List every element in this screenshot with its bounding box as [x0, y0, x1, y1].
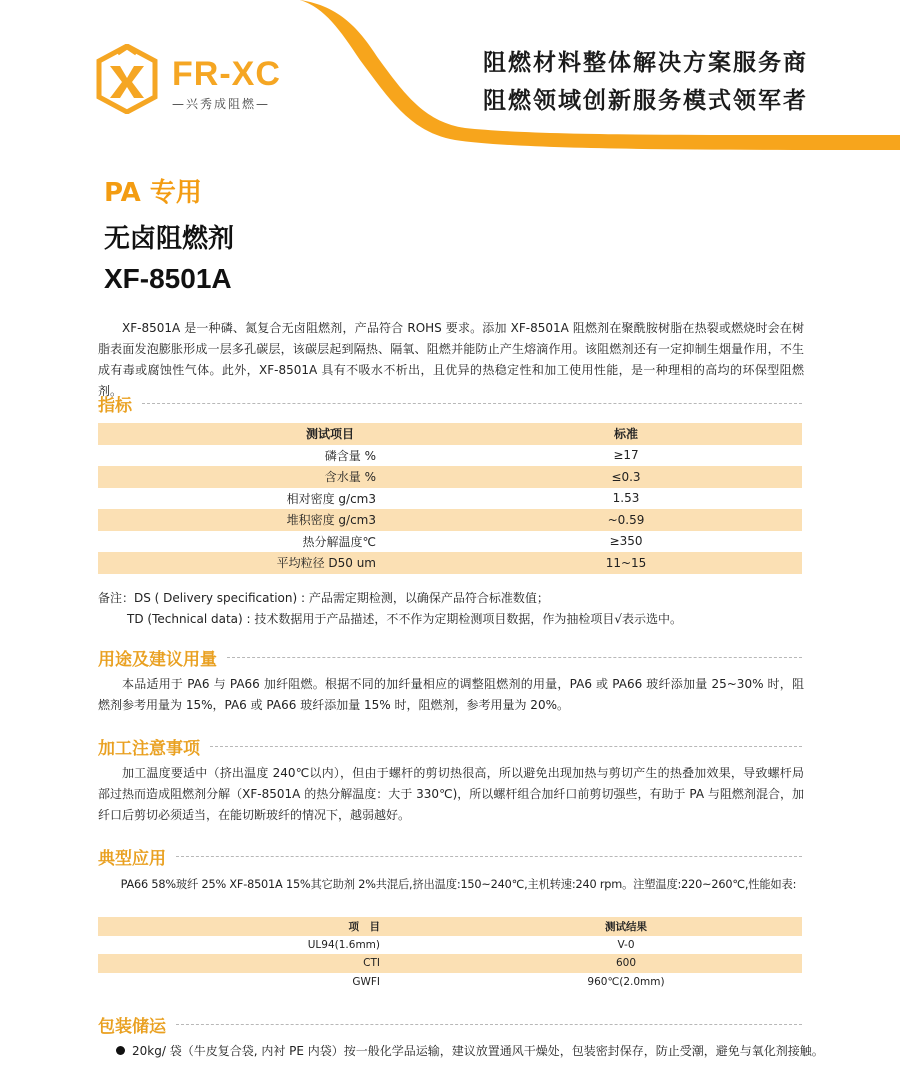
header-cell: 测试项目 — [305, 427, 354, 442]
company-logo-icon — [96, 44, 158, 114]
table-cell: 堆积密度 g/cm3 — [286, 513, 376, 528]
table-cell: V-0 — [617, 938, 635, 951]
product-title: 无卤阻燃剂 — [104, 224, 235, 254]
note-td: TD (Technical data) : 技术数据用于产品描述，不不作为定期检测项目数据，作为抽检项目√表示选中。 — [127, 612, 683, 626]
section-header-packaging — [98, 1012, 802, 1036]
table-row — [98, 936, 802, 955]
table-cell: CTI — [363, 957, 380, 970]
table-row — [98, 488, 802, 510]
table-cell: 600 — [615, 957, 637, 970]
table-cell: 相对密度 g/cm3 — [286, 491, 376, 506]
section-label: 典型应用 — [98, 848, 166, 869]
tagline-1: 阻燃材料整体解决方案服务商 — [483, 50, 808, 76]
section-header-usage — [98, 645, 802, 669]
dashed-divider — [176, 1024, 802, 1025]
section-header-processing — [98, 734, 802, 758]
table-row — [98, 954, 802, 973]
bullet-icon — [116, 1046, 125, 1055]
section-header-application — [98, 844, 802, 868]
application-paragraph: PA66 58%玻纤 25% XF-8501A 15%其它助剂 2%共混后,挤出温度:150~240℃,主机转速:240 rpm。注塑温度:220~260℃,性能如表: — [120, 878, 797, 891]
intro-paragraph: XF-8501A 是一种磷、氮复合无卤阻燃剂，产品符合 ROHS 要求。添加 XF-8501A 阻燃剂在聚酰胺树脂在热裂或燃烧时会在树脂表面发泡膨胀形成一层多孔碳层，该碳层起到隔热、隔氧、阻燃并能防止产生熔滴作用。该阻燃剂还有一定抑制生烟量作用，不生成有毒或腐蚀性气体。此外，XF-8501A 具有不吸水不析出，且优异的热稳定性和加工使用性能，是一种理相的高均的环保型阻燃剂。 — [98, 321, 804, 398]
model-title: XF-8501A — [104, 263, 232, 294]
header-cell: 标准 — [613, 427, 638, 442]
category-title: PA 专用 — [104, 178, 202, 208]
table-cell: UL94(1.6mm) — [307, 938, 380, 951]
table-row — [98, 445, 802, 467]
table-cell: ~0.59 — [607, 512, 645, 527]
table-cell: ≤0.3 — [611, 469, 641, 484]
table-cell: 含水量 % — [324, 470, 376, 485]
table-row — [98, 509, 802, 531]
dashed-divider — [210, 746, 802, 747]
dashed-divider — [142, 403, 802, 404]
section-label: 加工注意事项 — [98, 738, 200, 759]
table-row — [98, 552, 802, 574]
dashed-divider — [176, 856, 802, 857]
table-cell: ≥17 — [613, 448, 639, 463]
brand-slogan: —兴秀成阻燃— — [172, 97, 271, 111]
header-cell: 测试结果 — [605, 920, 647, 933]
table-row — [98, 466, 802, 488]
table-cell: 热分解温度℃ — [302, 534, 376, 549]
section-header-specs — [98, 391, 802, 415]
table-header-row — [98, 917, 802, 936]
processing-paragraph: 加工温度要适中（挤出温度 240℃以内），但由于螺杆的剪切热很高，所以避免出现加热与剪切产生的热叠加效果，导致螺杆局部过热而造成阻燃剂分解（XF-8501A 的热分解温度：大于 330℃)，所以螺杆组合加纤口前剪切强些，有助于 PA 与阻燃剂混合，加纤口后剪切必须适当，在能切断玻纤的情况下，越弱越好。 — [98, 766, 804, 822]
result-table — [98, 917, 802, 991]
spec-table — [98, 423, 802, 574]
header-cell: 项 目 — [348, 920, 380, 933]
packaging-text: 20kg/ 袋（牛皮复合袋, 内衬 PE 内袋）按一般化学品运输，建议放置通风干燥处，包装密封保存，防止受潮，避免与氧化剂接触。 — [132, 1044, 824, 1058]
table-header-row — [98, 423, 802, 445]
table-cell: 960℃(2.0mm) — [587, 975, 665, 988]
table-cell: ≥350 — [609, 534, 643, 549]
table-cell: 11~15 — [605, 555, 647, 570]
dashed-divider — [227, 657, 802, 658]
table-row — [98, 531, 802, 553]
usage-paragraph: 本品适用于 PA6 与 PA66 加纤阻燃。根据不同的加纤量相应的调整阻燃剂的用量，PA6 或 PA66 玻纤添加量 25~30% 时，阻燃剂参考用量为 15%，PA6 或 PA66 玻纤添加量 15% 时，阻燃剂，参考用量为 20%。 — [98, 677, 804, 712]
notes — [98, 588, 802, 630]
section-label: 包装储运 — [98, 1016, 166, 1037]
brand-name: FR-XC — [172, 55, 281, 93]
tagline-2: 阻燃领域创新服务模式领军者 — [483, 88, 808, 114]
table-cell: 平均粒径 D50 um — [276, 556, 376, 571]
section-label: 用途及建议用量 — [98, 649, 217, 670]
packaging-item — [116, 1041, 824, 1061]
section-label: 指标 — [98, 395, 132, 416]
table-cell: 1.53 — [612, 491, 640, 506]
table-row — [98, 973, 802, 992]
table-cell: 磷含量 % — [324, 448, 376, 463]
table-cell: GWFI — [352, 975, 380, 988]
note-ds: 备注：DS ( Delivery specification) : 产品需定期检测，以确保产品符合标准数值； — [98, 591, 549, 605]
